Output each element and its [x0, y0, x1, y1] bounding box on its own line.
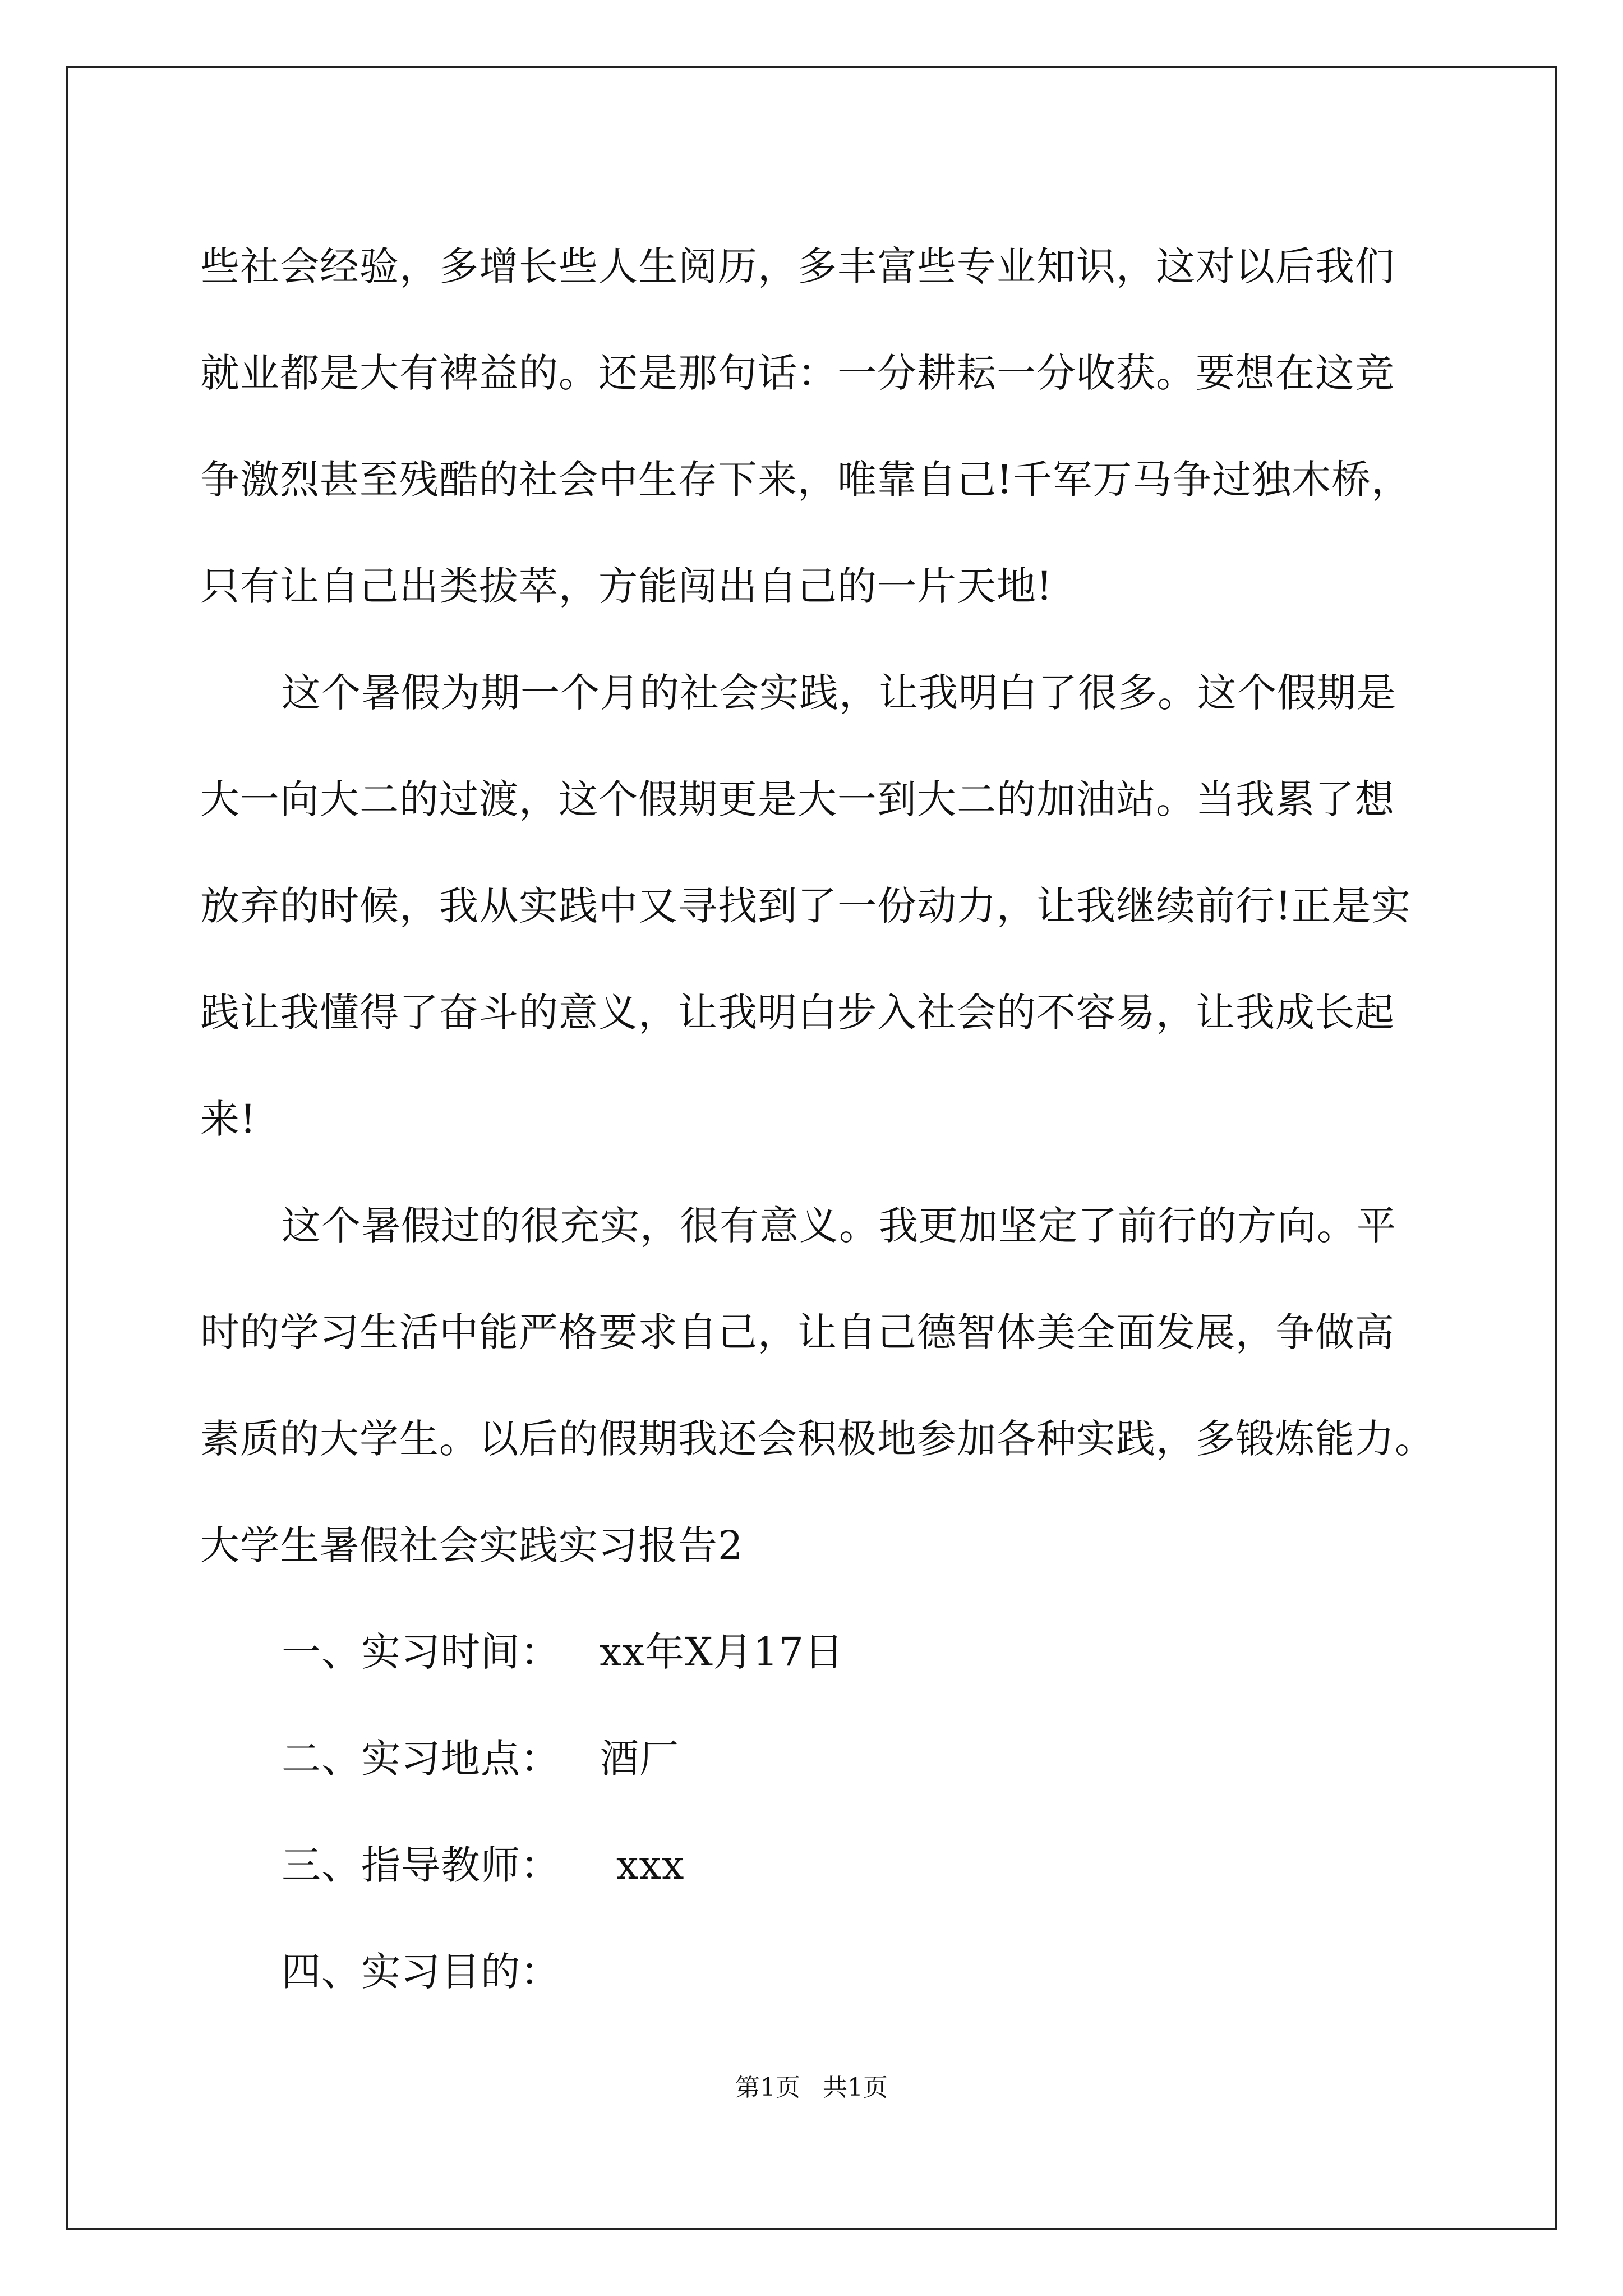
field-value: 酒厂 [600, 1736, 679, 1782]
page-footer [0, 2071, 1623, 2105]
field-value: xxx [616, 1842, 685, 1888]
document-body [200, 213, 1434, 2025]
paragraph-start-line: 这个暑假为期一个月的社会实践，让我明白了很多。这个假期是 [282, 670, 1396, 716]
paragraph-start-line: 这个暑假过的很充实，很有意义。我更加坚定了前行的方向。平 [282, 1203, 1396, 1249]
text-line: 就业都是大有裨益的。还是那句话：一分耕耘一分收获。要想在这竞 [200, 350, 1395, 396]
field-row-location [200, 1705, 1434, 1812]
field-value: xx年X月17日 [600, 1629, 844, 1675]
text-line: 大一向大二的过渡，这个假期更是大一到大二的加油站。当我累了想 [200, 776, 1395, 822]
field-row-time [200, 1599, 1434, 1705]
text-line: 争激烈甚至残酷的社会中生存下来，唯靠自己!千军万马争过独木桥， [200, 457, 1412, 503]
text-line: 践让我懂得了奋斗的意义，让我明白步入社会的不容易，让我成长起 [200, 990, 1395, 1036]
section-title: 大学生暑假社会实践实习报告2 [200, 1522, 744, 1568]
field-row-instructor [200, 1812, 1434, 1918]
field-label: 二、实习地点： [282, 1736, 560, 1782]
field-row-purpose [200, 1918, 1434, 2025]
text-line: 素质的大学生。以后的假期我还会积极地参加各种实践，多锻炼能力。 [200, 1416, 1435, 1462]
text-line: 放弃的时候，我从实践中又寻找到了一份动力，让我继续前行!正是实 [200, 883, 1412, 929]
field-label: 三、指导教师： [282, 1842, 560, 1888]
page-number: 第1页 [735, 2073, 800, 2102]
page-total: 共1页 [823, 2073, 888, 2102]
text-line: 些社会经验，多增长些人生阅历，多丰富些专业知识，这对以后我们 [200, 243, 1395, 289]
field-label: 四、实习目的： [282, 1949, 560, 1995]
text-line: 时的学习生活中能严格要求自己，让自己德智体美全面发展，争做高 [200, 1309, 1395, 1355]
field-label: 一、实习时间： [282, 1629, 560, 1675]
text-line: 来! [200, 1096, 257, 1142]
text-line: 只有让自己出类拔萃，方能闯出自己的一片天地! [200, 563, 1053, 609]
